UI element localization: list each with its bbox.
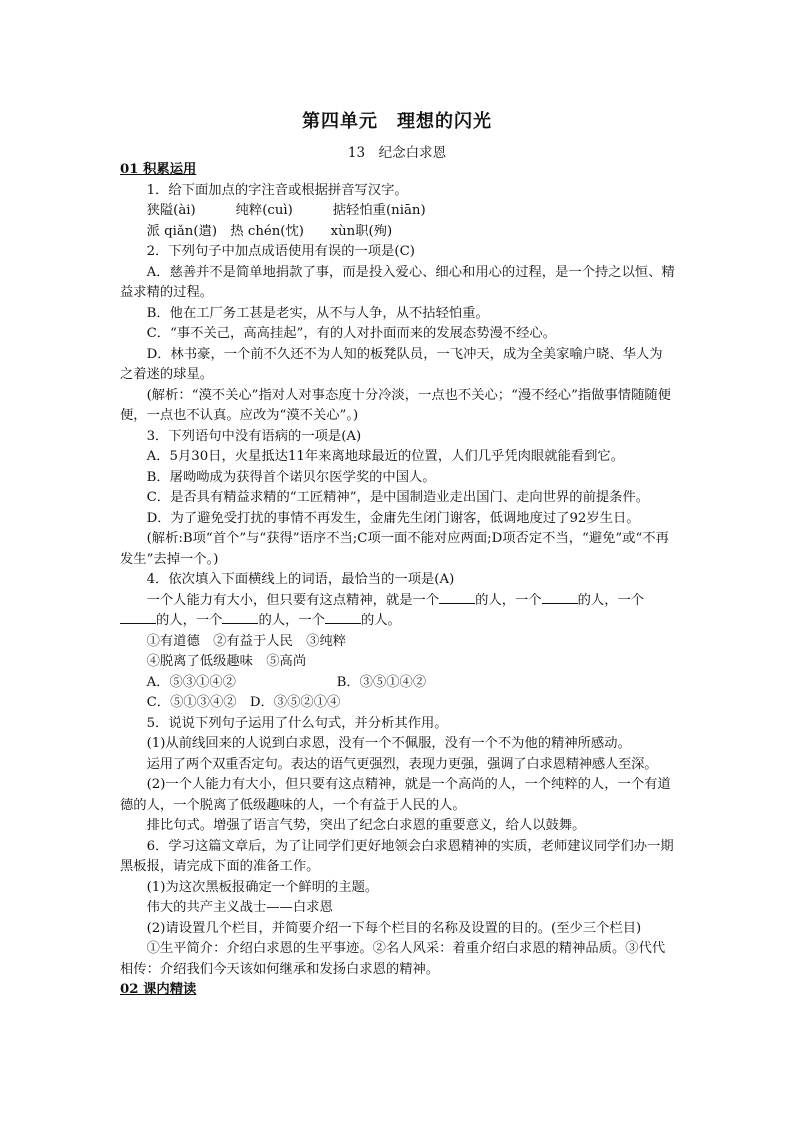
section-heading-accumulation: 01 积累运用: [120, 162, 197, 177]
q5-sentence-1: (1)从前线回来的人说到白求恩，没有一个不佩服，没有一个不为他的精神所感动。: [146, 736, 631, 751]
document-body: [120, 160, 675, 1001]
q4-fill-part-1: 一个人能力有大小，但只要有这点精神，就是一个: [146, 592, 440, 608]
q3-option-b: B．屠呦呦成为获得首个诺贝尔医学奖的中国人。: [146, 469, 436, 485]
q2-analysis: (解析：“漠不关心”指对人对事态度十分冷淡，一点也不关心；“漫不经心”指做事情随随便便，一点也不认真。应改为“漠不关心”。): [120, 387, 671, 423]
q1-stem: 1．给下面加点的字注音或根据拼音写汉字。: [146, 182, 408, 198]
q4-fill-part-6: 的人。: [360, 613, 401, 628]
q4-word-list-2: ④脱离了低级趣味 ⑤高尚: [146, 654, 307, 669]
q5-sentence-2: (2)一个人能力有大小，但只要有这点精神，就是一个高尚的人，一个纯粹的人，一个有道德的人，一个脱离了低级趣味的人，一个有益于人民的人。: [120, 777, 671, 813]
q1-row2: 派 qiǎn(遣) 热 chén(忱) xùn职(殉): [146, 223, 393, 239]
q6-stem: 6．学习这篇文章后，为了让同学们更好地领会白求恩精神的实质，老师建议同学们办一期黑板报，请完成下面的准备工作。: [120, 838, 674, 874]
fill-blank: [222, 611, 258, 624]
q4-word-list-1: ①有道德 ②有益于人民 ③纯粹: [146, 633, 347, 649]
q5-stem: 5．说说下列句子运用了什么句式，并分析其作用。: [146, 715, 448, 731]
q1-row1: 狭隘(ài) 纯粹(cuì) 掂轻怕重(niān): [146, 203, 426, 218]
fill-blank: [542, 591, 578, 604]
q4-fill-part-2: 的人，一个: [475, 592, 542, 608]
q4-option-b: B．③⑤①④②: [336, 674, 427, 690]
section-heading-close-reading: 02 课内精读: [120, 982, 197, 997]
lesson-title: 13 纪念白求恩: [347, 145, 447, 161]
q4-fill-sentence: [120, 591, 675, 632]
q4-answer-row-1: [120, 673, 675, 694]
q4-fill-part-4: 的人，一个: [156, 613, 223, 628]
fill-blank: [325, 611, 361, 624]
q6-answer-1: 伟大的共产主义战士——白求恩: [146, 900, 333, 915]
q2-option-a: A．慈善并不是简单地捐款了事，而是投入爱心、细心和用心的过程，是一个持之以恒、精益求精的过程。: [120, 264, 675, 300]
q5-answer-2: 排比句式。增强了语言气势，突出了纪念白求恩的重要意义，给人以鼓舞。: [146, 818, 586, 833]
fill-blank: [439, 591, 475, 604]
q4-fill-part-5: 的人，一个: [258, 613, 325, 628]
q6-sub-2: (2)请设置几个栏目，并简要介绍一下每个栏目的名称及设置的目的。(至少三个栏目): [146, 920, 642, 936]
q2-option-c: C．“事不关己，高高挂起”，有的人对扑面而来的发展态势漫不经心。: [146, 326, 556, 341]
q2-stem: 2．下列句子中加点成语使用有误的一项是(C): [146, 244, 415, 259]
q6-answer-2: ①生平简介：介绍白求恩的生平事迹。②名人风采：着重介绍白求恩的精神品质。③代代相传：介绍我们今天该如何继承和发扬白求恩的精神。: [120, 941, 666, 977]
fill-blank: [120, 611, 156, 624]
q4-fill-part-3: 的人，一个: [577, 592, 645, 608]
q2-option-b: B．他在工厂务工甚是老实，从不与人争，从不拈轻怕重。: [146, 305, 489, 321]
q6-sub-1: (1)为这次黑板报确定一个鲜明的主题。: [146, 879, 379, 895]
q4-option-a: A．⑤③①④②: [146, 674, 236, 690]
q3-option-d: D．为了避免受打扰的事情不再发生，金庸先生闭门谢客，低调地度过了92岁生日。: [146, 510, 640, 526]
q3-option-a: A．5月30日，火星抵达11年来离地球最近的位置，人们几乎凭肉眼就能看到它。: [146, 449, 624, 464]
q2-option-d: D．林书豪，一个前不久还不为人知的板凳队员，一飞冲天，成为全美家喻户晓、华人为之着迷的球星。: [120, 346, 663, 382]
q5-answer-1: 运用了两个双重否定句。表达的语气更强烈，表现力更强，强调了白求恩精神感人至深。: [146, 756, 658, 772]
q3-stem: 3．下列语句中没有语病的一项是(A): [146, 428, 362, 444]
q3-option-c: C．是否具有精益求精的“工匠精神”，是中国制造业走出国门、走向世界的前提条件。: [146, 490, 650, 505]
q4-stem: 4．依次填入下面横线上的词语，最恰当的一项是(A): [146, 572, 455, 587]
q3-analysis: (解析:B项“首个”与“获得”语序不当;C项一面不能对应两面;D项否定不当，“避免”或“不再发生”去掉一个。): [120, 531, 669, 567]
unit-title: 第四单元 理想的闪光: [302, 111, 492, 132]
q4-answer-row-2: C．⑤①③④② D．③⑤②①④: [146, 695, 341, 710]
